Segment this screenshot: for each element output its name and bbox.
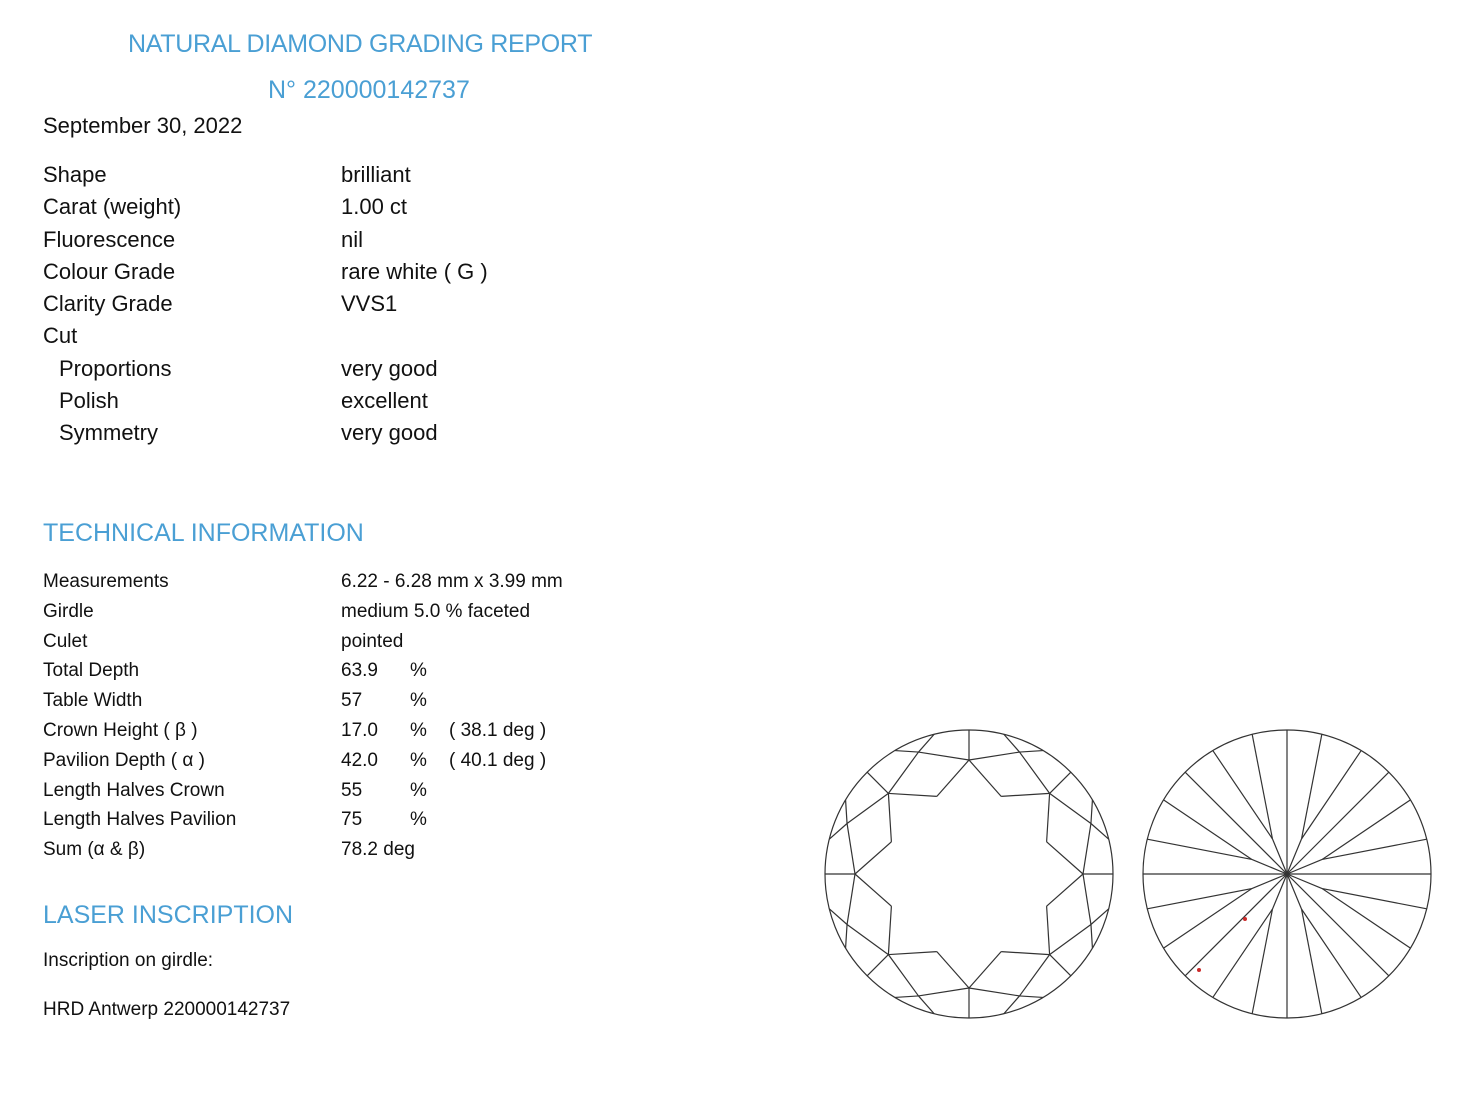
star-facet-edge — [1001, 793, 1049, 796]
tech-value: pointed — [341, 630, 404, 652]
grading-value: brilliant — [341, 162, 411, 187]
grading-row-carat — [43, 194, 603, 226]
upper-half-edge — [895, 996, 919, 997]
grading-value: very good — [341, 355, 438, 381]
technical-table — [43, 571, 643, 869]
grading-value: excellent — [341, 388, 428, 414]
pavilion-main-edge — [1287, 874, 1389, 976]
grading-row-proportions — [43, 356, 603, 388]
grading-label: Fluorescence — [43, 226, 176, 252]
grading-label: Shape — [43, 162, 107, 187]
tech-value: 42.0 — [341, 749, 378, 771]
tech-label: Length Halves Pavilion — [43, 809, 237, 831]
pavilion-main-edge — [1185, 874, 1287, 976]
grading-value: 1.00 ct — [341, 194, 408, 220]
tech-value: 55 — [341, 779, 363, 801]
laser-heading: LASER INSCRIPTION — [43, 901, 294, 929]
laser-inscription-text: HRD Antwerp 220000142737 — [43, 999, 291, 1020]
tech-angle: ( 38.1 deg ) — [449, 719, 547, 741]
upper-half-edge — [846, 800, 847, 824]
grading-row-colour — [43, 259, 603, 291]
kite-facet-edge — [847, 823, 855, 874]
tech-angle: ( 40.1 deg ) — [449, 749, 547, 771]
tech-value: 17.0 — [341, 719, 378, 741]
star-facet-edge — [888, 793, 891, 841]
tech-value: 63.9 — [341, 660, 378, 682]
grading-label: Colour Grade — [43, 258, 176, 284]
report-title: NATURAL DIAMOND GRADING REPORT — [128, 30, 593, 58]
tech-label: Pavilion Depth ( α ) — [43, 749, 205, 771]
tech-percent-sign: % — [410, 809, 427, 831]
grading-label: Cut — [43, 323, 78, 349]
grading-row-clarity — [43, 291, 603, 323]
star-facet-edge — [1047, 906, 1050, 954]
pavilion-main-edge — [1287, 772, 1389, 874]
pavilion-diagram — [1138, 725, 1436, 1023]
kite-facet-edge — [1083, 874, 1091, 925]
crown-diagram — [820, 725, 1118, 1023]
tech-label: Length Halves Crown — [43, 779, 225, 801]
kite-facet-edge — [1050, 772, 1071, 793]
tech-percent-sign: % — [410, 779, 427, 801]
tech-row-crown-height — [43, 720, 643, 750]
tech-value: 75 — [341, 809, 363, 831]
star-facet-edge — [855, 874, 891, 906]
tech-row-length-halves-crown — [43, 780, 643, 810]
kite-facet-edge — [867, 772, 888, 793]
grading-row-fluorescence — [43, 227, 603, 259]
kite-facet-edge — [918, 988, 969, 996]
star-facet-edge — [888, 952, 936, 955]
tech-label: Sum (α & β) — [43, 839, 146, 861]
tech-label: Culet — [43, 630, 88, 652]
star-facet-edge — [969, 952, 1001, 988]
grading-label: Polish — [59, 388, 119, 414]
report-date: September 30, 2022 — [43, 113, 243, 138]
grading-label: Carat (weight) — [43, 194, 182, 220]
tech-value: 57 — [341, 690, 363, 712]
tech-row-measurements — [43, 571, 643, 601]
grading-value: VVS1 — [341, 291, 398, 317]
grading-row-symmetry — [43, 420, 603, 452]
kite-facet-edge — [847, 925, 888, 955]
tech-row-girdle — [43, 601, 643, 631]
tech-row-culet — [43, 631, 643, 661]
kite-facet-edge — [1020, 752, 1050, 793]
grading-label: Symmetry — [59, 420, 158, 446]
kite-facet-edge — [847, 793, 888, 823]
upper-half-edge — [1091, 925, 1092, 949]
star-facet-edge — [1001, 952, 1049, 955]
tech-row-pavilion-depth — [43, 750, 643, 780]
star-facet-edge — [855, 842, 891, 874]
laser-label: Inscription on girdle: — [43, 950, 214, 971]
tech-value: 78.2 deg — [341, 839, 415, 861]
tech-label: Girdle — [43, 600, 94, 622]
grading-row-polish — [43, 388, 603, 420]
grading-label: Proportions — [59, 355, 172, 381]
kite-facet-edge — [888, 752, 918, 793]
star-facet-edge — [969, 760, 1001, 796]
star-facet-edge — [937, 952, 969, 988]
tech-row-length-halves-pavilion — [43, 809, 643, 839]
grading-label: Clarity Grade — [43, 291, 173, 317]
kite-facet-edge — [1083, 823, 1091, 874]
tech-row-table-width — [43, 690, 643, 720]
star-facet-edge — [1047, 842, 1083, 874]
kite-facet-edge — [1050, 955, 1071, 976]
grading-table — [43, 162, 603, 453]
kite-facet-edge — [867, 955, 888, 976]
upper-half-edge — [1020, 751, 1044, 752]
inclusion-mark — [1197, 968, 1201, 972]
kite-facet-edge — [969, 752, 1020, 760]
star-facet-edge — [937, 760, 969, 796]
kite-facet-edge — [1050, 925, 1091, 955]
tech-row-sum — [43, 839, 643, 869]
tech-percent-sign: % — [410, 660, 427, 682]
star-facet-edge — [888, 906, 891, 954]
tech-label: Crown Height ( β ) — [43, 719, 198, 741]
kite-facet-edge — [847, 874, 855, 925]
tech-value: 6.22 - 6.28 mm x 3.99 mm — [341, 571, 563, 592]
technical-heading: TECHNICAL INFORMATION — [43, 519, 364, 547]
grading-value: nil — [341, 226, 364, 252]
tech-percent-sign: % — [410, 719, 427, 741]
tech-percent-sign: % — [410, 749, 427, 771]
kite-facet-edge — [888, 955, 918, 996]
pavilion-main-edge — [1185, 772, 1287, 874]
tech-value: medium 5.0 % faceted — [341, 600, 531, 622]
star-facet-edge — [888, 793, 936, 796]
tech-row-total-depth — [43, 660, 643, 690]
tech-label: Total Depth — [43, 660, 140, 682]
star-facet-edge — [1047, 874, 1083, 906]
grading-row-shape — [43, 162, 603, 194]
upper-half-edge — [846, 925, 847, 949]
upper-half-edge — [1020, 996, 1044, 997]
inclusion-mark — [1243, 917, 1247, 921]
tech-percent-sign: % — [410, 690, 427, 712]
tech-label: Measurements — [43, 571, 169, 592]
grading-value: rare white ( G ) — [341, 258, 488, 284]
upper-half-edge — [895, 751, 919, 752]
grading-value: very good — [341, 420, 438, 446]
upper-half-edge — [1091, 800, 1092, 824]
grading-row-cut — [43, 323, 603, 355]
report-number: N° 220000142737 — [268, 76, 470, 104]
kite-facet-edge — [1020, 955, 1050, 996]
star-facet-edge — [1047, 793, 1050, 841]
tech-label: Table Width — [43, 690, 143, 712]
kite-facet-edge — [1050, 793, 1091, 823]
kite-facet-edge — [918, 752, 969, 760]
kite-facet-edge — [969, 988, 1020, 996]
